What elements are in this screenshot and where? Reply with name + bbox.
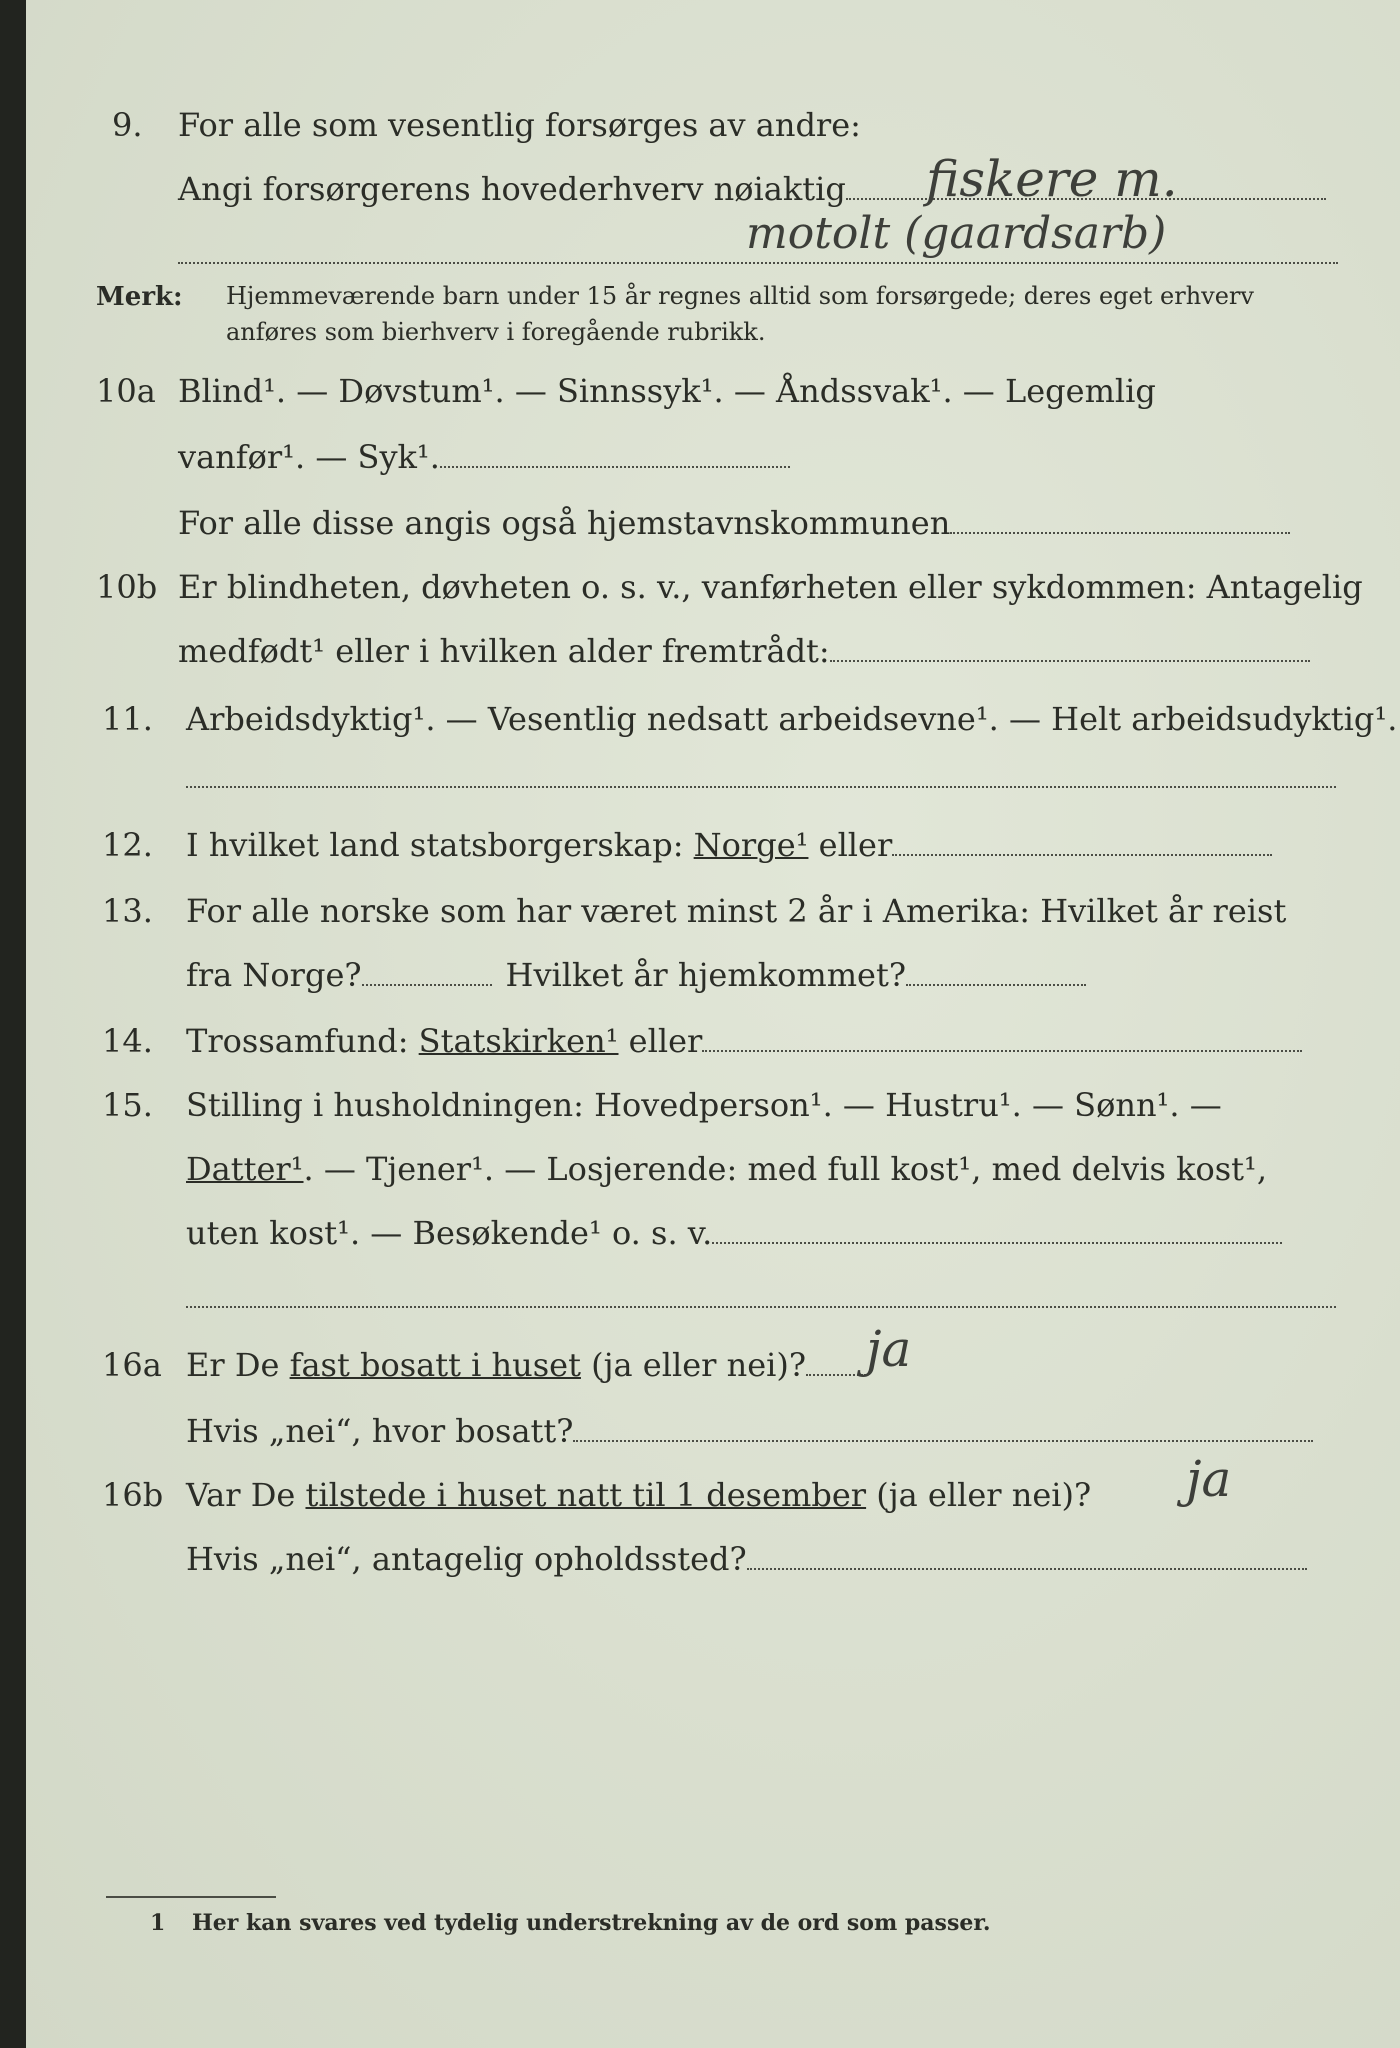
q11-number: 11. <box>102 700 153 738</box>
footnote-text: Her kan svares ved tydelig understrekning av de ord som passer. <box>192 1910 991 1936</box>
footnote-divider <box>106 1896 276 1898</box>
q14-leader <box>702 1050 1302 1052</box>
q16b-line1b: tilstede i huset natt til 1 desember <box>305 1476 867 1514</box>
q16b-line2 <box>186 1540 1307 1578</box>
q14-text-b: Statskirken¹ <box>418 1022 619 1060</box>
q15-line2b: . — Tjener¹. — Losjerende: med full kost¹, med delvis kost¹, <box>303 1150 1268 1188</box>
q10b-leader <box>830 660 1310 662</box>
q10b-line2-text: medfødt¹ eller i hvilken alder fremtrådt: <box>178 632 830 670</box>
q16a-line2-leader <box>573 1440 1313 1442</box>
q10a-line2 <box>178 438 790 476</box>
q9-handwritten-answer1: fiskere m. <box>926 150 1178 208</box>
q14-text-c: eller <box>628 1022 703 1060</box>
q13-leader-b <box>906 984 1086 986</box>
q13-line1: For alle norske som har været minst 2 år i Amerika: Hvilket år reist <box>186 892 1287 930</box>
q11-answer-line <box>186 786 1336 788</box>
q16a-line2-text: Hvis „nei“, hvor bosatt? <box>186 1412 574 1450</box>
q16a-line2 <box>186 1412 1313 1450</box>
q16a-handwritten-answer: ja <box>866 1320 912 1378</box>
q9-line2-text: Angi forsørgerens hovederhverv nøiaktig <box>178 170 846 208</box>
census-form-page <box>26 0 1400 2048</box>
q14-number: 14. <box>102 1022 153 1060</box>
q9-handwritten-answer2: motolt (gaardsarb) <box>746 208 1167 259</box>
q10a-line2-text: vanfør¹. — Syk¹. <box>178 438 440 476</box>
q12-number: 12. <box>102 826 153 864</box>
q10a-line3-leader <box>950 532 1290 534</box>
q13-line2 <box>186 956 1086 994</box>
q16a-line1a: Er De <box>186 1346 280 1384</box>
merk-line1: Hjemmeværende barn under 15 år regnes alltid som forsørgede; deres eget erhverv <box>226 282 1254 310</box>
q10a-number: 10a <box>96 372 156 410</box>
q14-line <box>186 1022 1302 1060</box>
q16b-handwritten-answer: ja <box>1186 1450 1232 1508</box>
q16b-line2-text: Hvis „nei“, antagelig opholdssted? <box>186 1540 747 1578</box>
q10a-leader <box>440 466 790 468</box>
q13-line2a: fra Norge? <box>186 956 362 994</box>
q15-answer-line <box>186 1306 1336 1308</box>
q12-text-a: I hvilket land statsborgerskap: <box>186 826 684 864</box>
q15-line2a: Datter¹ <box>186 1150 304 1188</box>
q13-leader-a <box>362 984 492 986</box>
q15-line3-text: uten kost¹. — Besøkende¹ o. s. v. <box>186 1214 713 1252</box>
q16a-line1b: fast bosatt i huset <box>289 1346 581 1384</box>
q12-text-c: eller <box>818 826 893 864</box>
q11-text: Arbeidsdyktig¹. — Vesentlig nedsatt arbeidsevne¹. — Helt arbeidsudyktig¹. <box>186 700 1398 738</box>
q15-line2 <box>186 1150 1267 1188</box>
q9-line1: For alle som vesentlig forsørges av andre: <box>178 106 861 144</box>
merk-label: Merk: <box>96 282 183 312</box>
q10a-line3-text: For alle disse angis også hjemstavnskommunen <box>178 504 951 542</box>
q16b-number: 16b <box>102 1476 164 1514</box>
q16b-line1 <box>186 1476 1091 1514</box>
q14-text-a: Trossamfund: <box>186 1022 409 1060</box>
q15-number: 15. <box>102 1086 153 1124</box>
q16a-number: 16a <box>102 1346 162 1384</box>
q12-leader <box>892 854 1272 856</box>
q10b-number: 10b <box>96 568 158 606</box>
q16b-line1c: (ja eller nei)? <box>876 1476 1092 1514</box>
q15-leader <box>712 1242 1282 1244</box>
q12-line <box>186 826 1272 864</box>
q10a-line3 <box>178 504 1290 542</box>
q13-line2b: Hvilket år hjemkommet? <box>505 956 906 994</box>
q12-text-b: Norge¹ <box>693 826 809 864</box>
q10b-line1: Er blindheten, døvheten o. s. v., vanførheten eller sykdommen: Antagelig <box>178 568 1363 606</box>
footnote-marker: 1 <box>150 1910 166 1936</box>
merk-line2: anføres som bierhverv i foregående rubrikk. <box>226 318 766 346</box>
q15-line1: Stilling i husholdningen: Hovedperson¹. — Hustru¹. — Sønn¹. — <box>186 1086 1222 1124</box>
q9-number: 9. <box>112 106 143 144</box>
q13-number: 13. <box>102 892 153 930</box>
q16a-line1 <box>186 1346 866 1384</box>
q16b-line1a: Var De <box>186 1476 296 1514</box>
q16a-line1c: (ja eller nei)? <box>591 1346 807 1384</box>
q16a-leader <box>806 1374 866 1376</box>
q15-line3 <box>186 1214 1282 1252</box>
q9-answer-line2 <box>178 262 1338 264</box>
q16b-line2-leader <box>747 1568 1307 1570</box>
q10a-line1: Blind¹. — Døvstum¹. — Sinnssyk¹. — Åndssvak¹. — Legemlig <box>178 372 1156 410</box>
q10b-line2 <box>178 632 1310 670</box>
